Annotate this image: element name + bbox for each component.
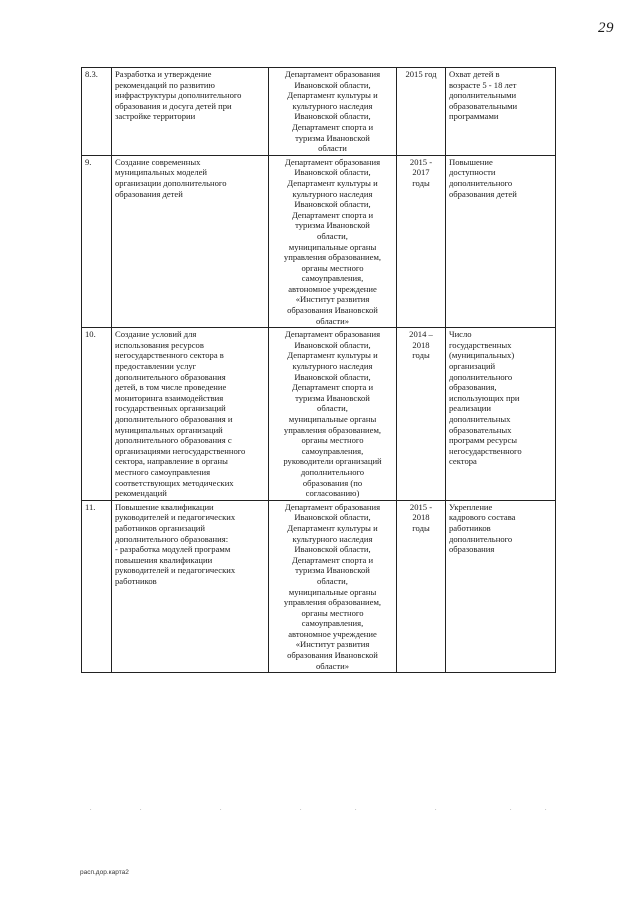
result-line: образования [449, 544, 495, 555]
responsible-line: Ивановской области, [294, 79, 371, 90]
period-line: годы [412, 350, 430, 361]
period-line: годы [412, 522, 430, 533]
responsible-line: области, [317, 575, 348, 586]
activity-line: использования ресурсов [115, 339, 204, 350]
result-line: образовательных [449, 424, 512, 435]
responsible-line: Департамент образования [284, 69, 381, 79]
period-line: 2015 - [409, 501, 433, 512]
period-line: годы [412, 177, 430, 188]
period-line: 2018 [412, 512, 430, 523]
responsible-line: Ивановской области, [294, 167, 371, 178]
responsible-line: Департамент культуры и [287, 90, 378, 101]
activity-line: организациями негосударственного [115, 445, 246, 456]
responsible-line: Департамент образования [284, 501, 381, 512]
responsible-line: Ивановской области, [294, 371, 371, 382]
responsible-line: Ивановской области, [294, 111, 371, 122]
result-line: реализации [449, 403, 491, 414]
result-line: (муниципальных) [449, 350, 515, 361]
result-cell [446, 68, 556, 156]
responsible-cell [269, 500, 397, 673]
responsible-line: управления образованием, [283, 424, 382, 435]
responsible-line: области, [317, 403, 348, 414]
activity-line: дополнительного образования и [115, 414, 233, 424]
responsible-line: Департамент культуры и [287, 350, 378, 361]
responsible-line: культурного наследия [292, 533, 373, 544]
responsible-line: Ивановской области, [294, 339, 371, 350]
responsible-line: автономное учреждение [288, 283, 377, 294]
activity-line: застройке территории [115, 111, 196, 122]
table-row [82, 155, 556, 328]
result-line: образования, [449, 382, 497, 393]
responsible-line: культурного наследия [292, 100, 373, 111]
activity-line: повышения квалификации [115, 554, 213, 565]
period-cell [397, 500, 446, 673]
period-line: 2015 год [405, 69, 437, 79]
activity-line: государственных организаций [115, 403, 226, 414]
activity-line: рекомендаций [115, 488, 167, 499]
table-row [82, 68, 556, 156]
result-line: кадрового состава [449, 512, 516, 523]
table-row [82, 500, 556, 673]
responsible-line: самоуправления, [301, 273, 364, 284]
responsible-line: туризма Ивановской [295, 132, 370, 143]
result-line: дополнительными [449, 90, 517, 101]
activity-line: Создание условий для [115, 329, 197, 340]
responsible-line: Департамент спорта и [291, 554, 374, 565]
result-line: сектора [449, 456, 477, 467]
result-line: организаций [449, 361, 496, 372]
responsible-line: образования (по [302, 477, 363, 488]
responsible-line: области [318, 143, 347, 154]
responsible-line: туризма Ивановской [295, 392, 370, 403]
responsible-line: Департамент образования [284, 156, 381, 167]
result-line: программами [449, 111, 499, 122]
responsible-cell [269, 68, 397, 156]
result-line: образования детей [449, 188, 517, 199]
responsible-cell [269, 155, 397, 328]
result-line: дополнительного [449, 177, 513, 188]
responsible-line: области» [315, 660, 350, 671]
responsible-line: Ивановской области, [294, 199, 371, 210]
activity-line: дополнительного образования: [115, 533, 229, 544]
activity-line: Создание современных [115, 156, 201, 167]
result-line: дополнительных [449, 414, 511, 424]
activity-line: сектора, направление в органы [115, 456, 228, 467]
activity-line: дополнительного образования [115, 371, 226, 382]
responsible-line: области, [317, 230, 348, 241]
result-line: Повышение [449, 156, 493, 167]
responsible-line: Ивановской области, [294, 512, 371, 523]
responsible-line: Департамент образования [284, 329, 381, 340]
responsible-line: органы местного [301, 607, 364, 618]
activity-line: организации дополнительного [115, 177, 227, 188]
result-line: использующих при [449, 392, 520, 403]
activity-line: муниципальных моделей [115, 167, 208, 178]
responsible-line: Департамент спорта и [291, 382, 374, 393]
responsible-line: муниципальные органы [288, 241, 377, 252]
responsible-line: образования Ивановской [287, 305, 378, 316]
responsible-line: Департамент культуры и [287, 177, 378, 188]
responsible-line: Ивановской области, [294, 544, 371, 555]
result-line: доступности [449, 167, 496, 178]
result-line: программ ресурсы [449, 435, 518, 446]
row-number: 11. [82, 500, 112, 673]
responsible-line: «Институт развития [295, 294, 370, 305]
responsible-line: туризма Ивановской [295, 220, 370, 231]
period-line: 2018 [412, 339, 430, 350]
responsible-line: управления образованием, [283, 252, 382, 263]
period-line: 2015 - [409, 156, 433, 167]
responsible-line: самоуправления, [301, 445, 364, 456]
result-line: работников [449, 522, 491, 533]
result-line: дополнительного [449, 533, 513, 544]
result-cell [446, 500, 556, 673]
responsible-line: туризма Ивановской [295, 565, 370, 576]
result-cell [446, 328, 556, 501]
page-number: 29 [598, 20, 614, 36]
responsible-cell [269, 328, 397, 501]
activity-line: инфраструктуры дополнительного [115, 90, 242, 101]
activity-line: Разработка и утверждение [115, 69, 212, 79]
responsible-line: дополнительного [300, 466, 365, 477]
responsible-line: культурного наследия [292, 361, 373, 372]
responsible-line: культурного наследия [292, 188, 373, 199]
period-cell [397, 155, 446, 328]
row-number: 10. [82, 328, 112, 501]
responsible-line: муниципальные органы [288, 414, 377, 424]
activity-line: местного самоуправления [115, 466, 211, 477]
activity-line: муниципальных организаций [115, 424, 223, 435]
row-number: 8.3. [82, 68, 112, 156]
activity-line: - разработка модулей программ [115, 544, 231, 555]
activity-line: дополнительного образования с [115, 435, 232, 446]
activity-line: мониторинга взаимодействия [115, 392, 224, 403]
row-number: 9. [82, 155, 112, 328]
responsible-line: Департамент спорта и [291, 209, 374, 220]
result-line: возрасте 5 - 18 лет [449, 79, 517, 90]
activity-line: рекомендаций по развитию [115, 79, 215, 90]
activity-line: предоставлении услуг [115, 361, 197, 372]
responsible-line: автономное учреждение [288, 628, 377, 639]
responsible-line: Департамент культуры и [287, 522, 378, 533]
activity-line: образования и досуга детей при [115, 100, 232, 111]
activity-line: детей, в том числе проведение [115, 382, 227, 393]
activity-line: руководителей и педагогических [115, 565, 236, 576]
responsible-line: образования Ивановской [287, 650, 378, 661]
result-line: дополнительного [449, 371, 513, 382]
roadmap-table [81, 67, 556, 673]
activity-cell [112, 68, 269, 156]
result-line: образовательными [449, 100, 518, 111]
activity-line: соответствующих методических [115, 477, 234, 488]
responsible-line: самоуправления, [301, 618, 364, 629]
activity-line: работников организаций [115, 522, 205, 533]
period-line: 2014 – [409, 329, 433, 340]
result-line: государственных [449, 339, 512, 350]
responsible-line: органы местного [301, 262, 364, 273]
period-cell [397, 328, 446, 501]
activity-cell [112, 155, 269, 328]
responsible-line: «Институт развития [295, 639, 370, 650]
activity-line: работников [115, 575, 157, 586]
responsible-line: органы местного [301, 435, 364, 446]
period-line: 2017 [412, 167, 430, 178]
activity-cell [112, 328, 269, 501]
responsible-line: согласованию) [305, 488, 360, 499]
activity-line: образования детей [115, 188, 183, 199]
result-line: негосударственного [449, 445, 522, 456]
responsible-line: руководители организаций [283, 456, 382, 467]
activity-line: Повышение квалификации [115, 501, 214, 512]
period-cell [397, 68, 446, 156]
activity-line: руководителей и педагогических [115, 512, 236, 523]
activity-cell [112, 500, 269, 673]
result-line: Укрепление [449, 501, 493, 512]
result-cell [446, 155, 556, 328]
responsible-line: муниципальные органы [288, 586, 377, 597]
scan-dots: . . . . . . . . [90, 806, 547, 812]
result-line: Число [449, 329, 472, 340]
responsible-line: Департамент спорта и [291, 121, 374, 132]
result-line: Охват детей в [449, 69, 500, 79]
responsible-line: управления образованием, [283, 597, 382, 608]
activity-line: негосударственного сектора в [115, 350, 224, 361]
footer-filename: расп.дор.карта2 [80, 869, 129, 876]
table-row [82, 328, 556, 501]
responsible-line: области» [315, 315, 350, 326]
